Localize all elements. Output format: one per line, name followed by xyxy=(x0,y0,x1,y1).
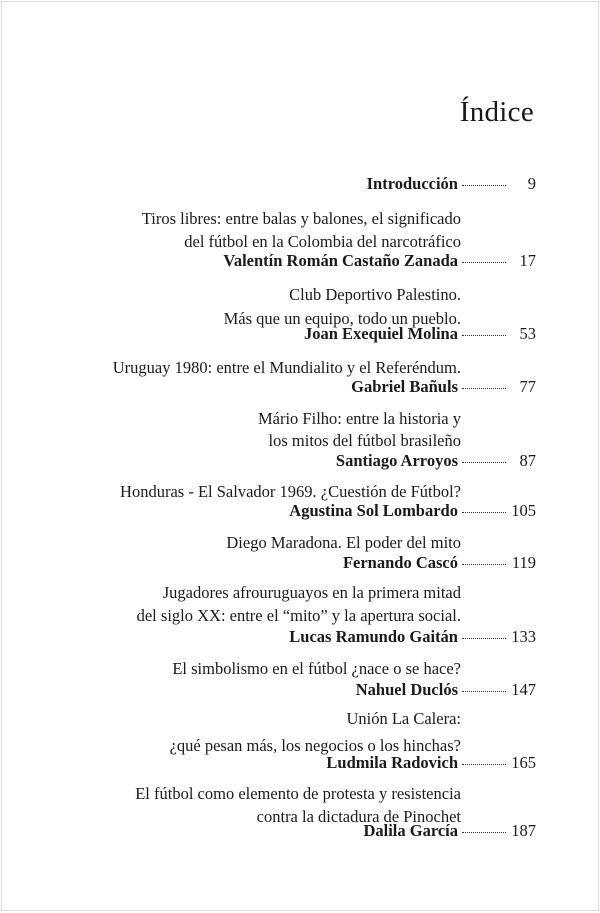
toc-entry-page-number: 133 xyxy=(511,627,536,646)
toc-entry-page-number: 9 xyxy=(527,174,536,193)
toc-entry-author-row xyxy=(343,552,536,574)
toc-entry-author-row xyxy=(304,323,536,345)
toc-entry-title-line: Tiros libres: entre balas y balones, el significado xyxy=(141,209,461,228)
toc-entry-title-line: Mário Filho: entre la historia y xyxy=(257,409,461,428)
toc-entry-author: Joan Exequiel Molina xyxy=(303,324,458,343)
book-page xyxy=(1,1,599,911)
toc-entry-author-row xyxy=(363,820,536,842)
toc-entry-page-number: 17 xyxy=(519,251,536,270)
toc-entry-author-row xyxy=(223,250,536,272)
toc-entry-author: Lucas Ramundo Gaitán xyxy=(289,627,458,646)
toc-entry-title-line: Club Deportivo Palestino. xyxy=(289,285,461,304)
dot-leader xyxy=(462,691,506,692)
dot-leader xyxy=(462,764,506,765)
toc-entry-author-row xyxy=(289,626,536,648)
toc-entry-title-line: del siglo XX: entre el “mito” y la apertura social. xyxy=(136,606,461,625)
page-title: Índice xyxy=(459,96,534,128)
toc-entry-author-row xyxy=(289,500,536,522)
toc-entry-page-number: 187 xyxy=(511,821,536,840)
toc-entry-author-row xyxy=(351,376,536,398)
toc-entry-page-number: 165 xyxy=(511,753,536,772)
toc-entry-author: Ludmila Radovich xyxy=(326,753,458,772)
toc-entry-title-line: Jugadores afrouruguayos en la primera mitad xyxy=(162,583,461,602)
dot-leader xyxy=(462,638,506,639)
toc-entry-page-number: 105 xyxy=(511,501,536,520)
dot-leader xyxy=(462,564,506,565)
toc-entry-title-line: El fútbol como elemento de protesta y resistencia xyxy=(135,784,461,803)
toc-entry-author: Agustina Sol Lombardo xyxy=(289,501,458,520)
dot-leader xyxy=(462,832,506,833)
dot-leader xyxy=(462,462,506,463)
toc-entry-page-number: 119 xyxy=(511,553,536,572)
toc-entry-author: Santiago Arroyos xyxy=(335,451,458,470)
toc-entry-title-line: Más que un equipo, todo un pueblo. xyxy=(223,309,461,328)
toc-entry-author: Dalila García xyxy=(363,821,458,840)
toc-entry-author-row xyxy=(356,679,536,701)
dot-leader xyxy=(462,335,506,336)
toc-entry-author: Valentín Román Castaño Zanada xyxy=(223,251,458,270)
toc-entry-author: Introducción xyxy=(366,174,458,193)
toc-entry-title-line: del fútbol en la Colombia del narcotráfico xyxy=(184,232,461,251)
toc-entry-author: Gabriel Bañuls xyxy=(351,377,458,396)
toc-entry-page-number: 147 xyxy=(511,680,536,699)
dot-leader xyxy=(462,388,506,389)
toc-entry-title-line: ¿qué pesan más, los negocios o los hinchas? xyxy=(169,736,461,755)
toc-entry-author-row xyxy=(326,752,536,774)
toc-entry-author: Nahuel Duclós xyxy=(355,680,458,699)
toc-entry-author: Fernando Cascó xyxy=(342,553,458,572)
toc-entry-page-number: 53 xyxy=(519,324,536,343)
toc-entry-author-row xyxy=(367,173,536,195)
toc-entry-title-line: Unión La Calera: xyxy=(346,709,461,728)
toc-entry-title-line: El simbolismo en el fútbol ¿nace o se hace? xyxy=(172,659,461,678)
toc-entry-page-number: 87 xyxy=(519,451,536,470)
toc-entry-title-line: Diego Maradona. El poder del mito xyxy=(226,533,461,552)
toc-entry-title-line: los mitos del fútbol brasileño xyxy=(268,431,461,450)
toc-entry-author-row xyxy=(336,450,536,472)
toc-entry-title-line: Honduras - El Salvador 1969. ¿Cuestión de Fútbol? xyxy=(120,482,461,501)
toc-entry-title-line: Uruguay 1980: entre el Mundialito y el Referéndum. xyxy=(112,358,461,377)
toc-entry-page-number: 77 xyxy=(519,377,536,396)
dot-leader xyxy=(462,262,506,263)
dot-leader xyxy=(462,512,506,513)
dot-leader xyxy=(462,185,506,186)
toc-entry-title-line: contra la dictadura de Pinochet xyxy=(256,807,461,826)
